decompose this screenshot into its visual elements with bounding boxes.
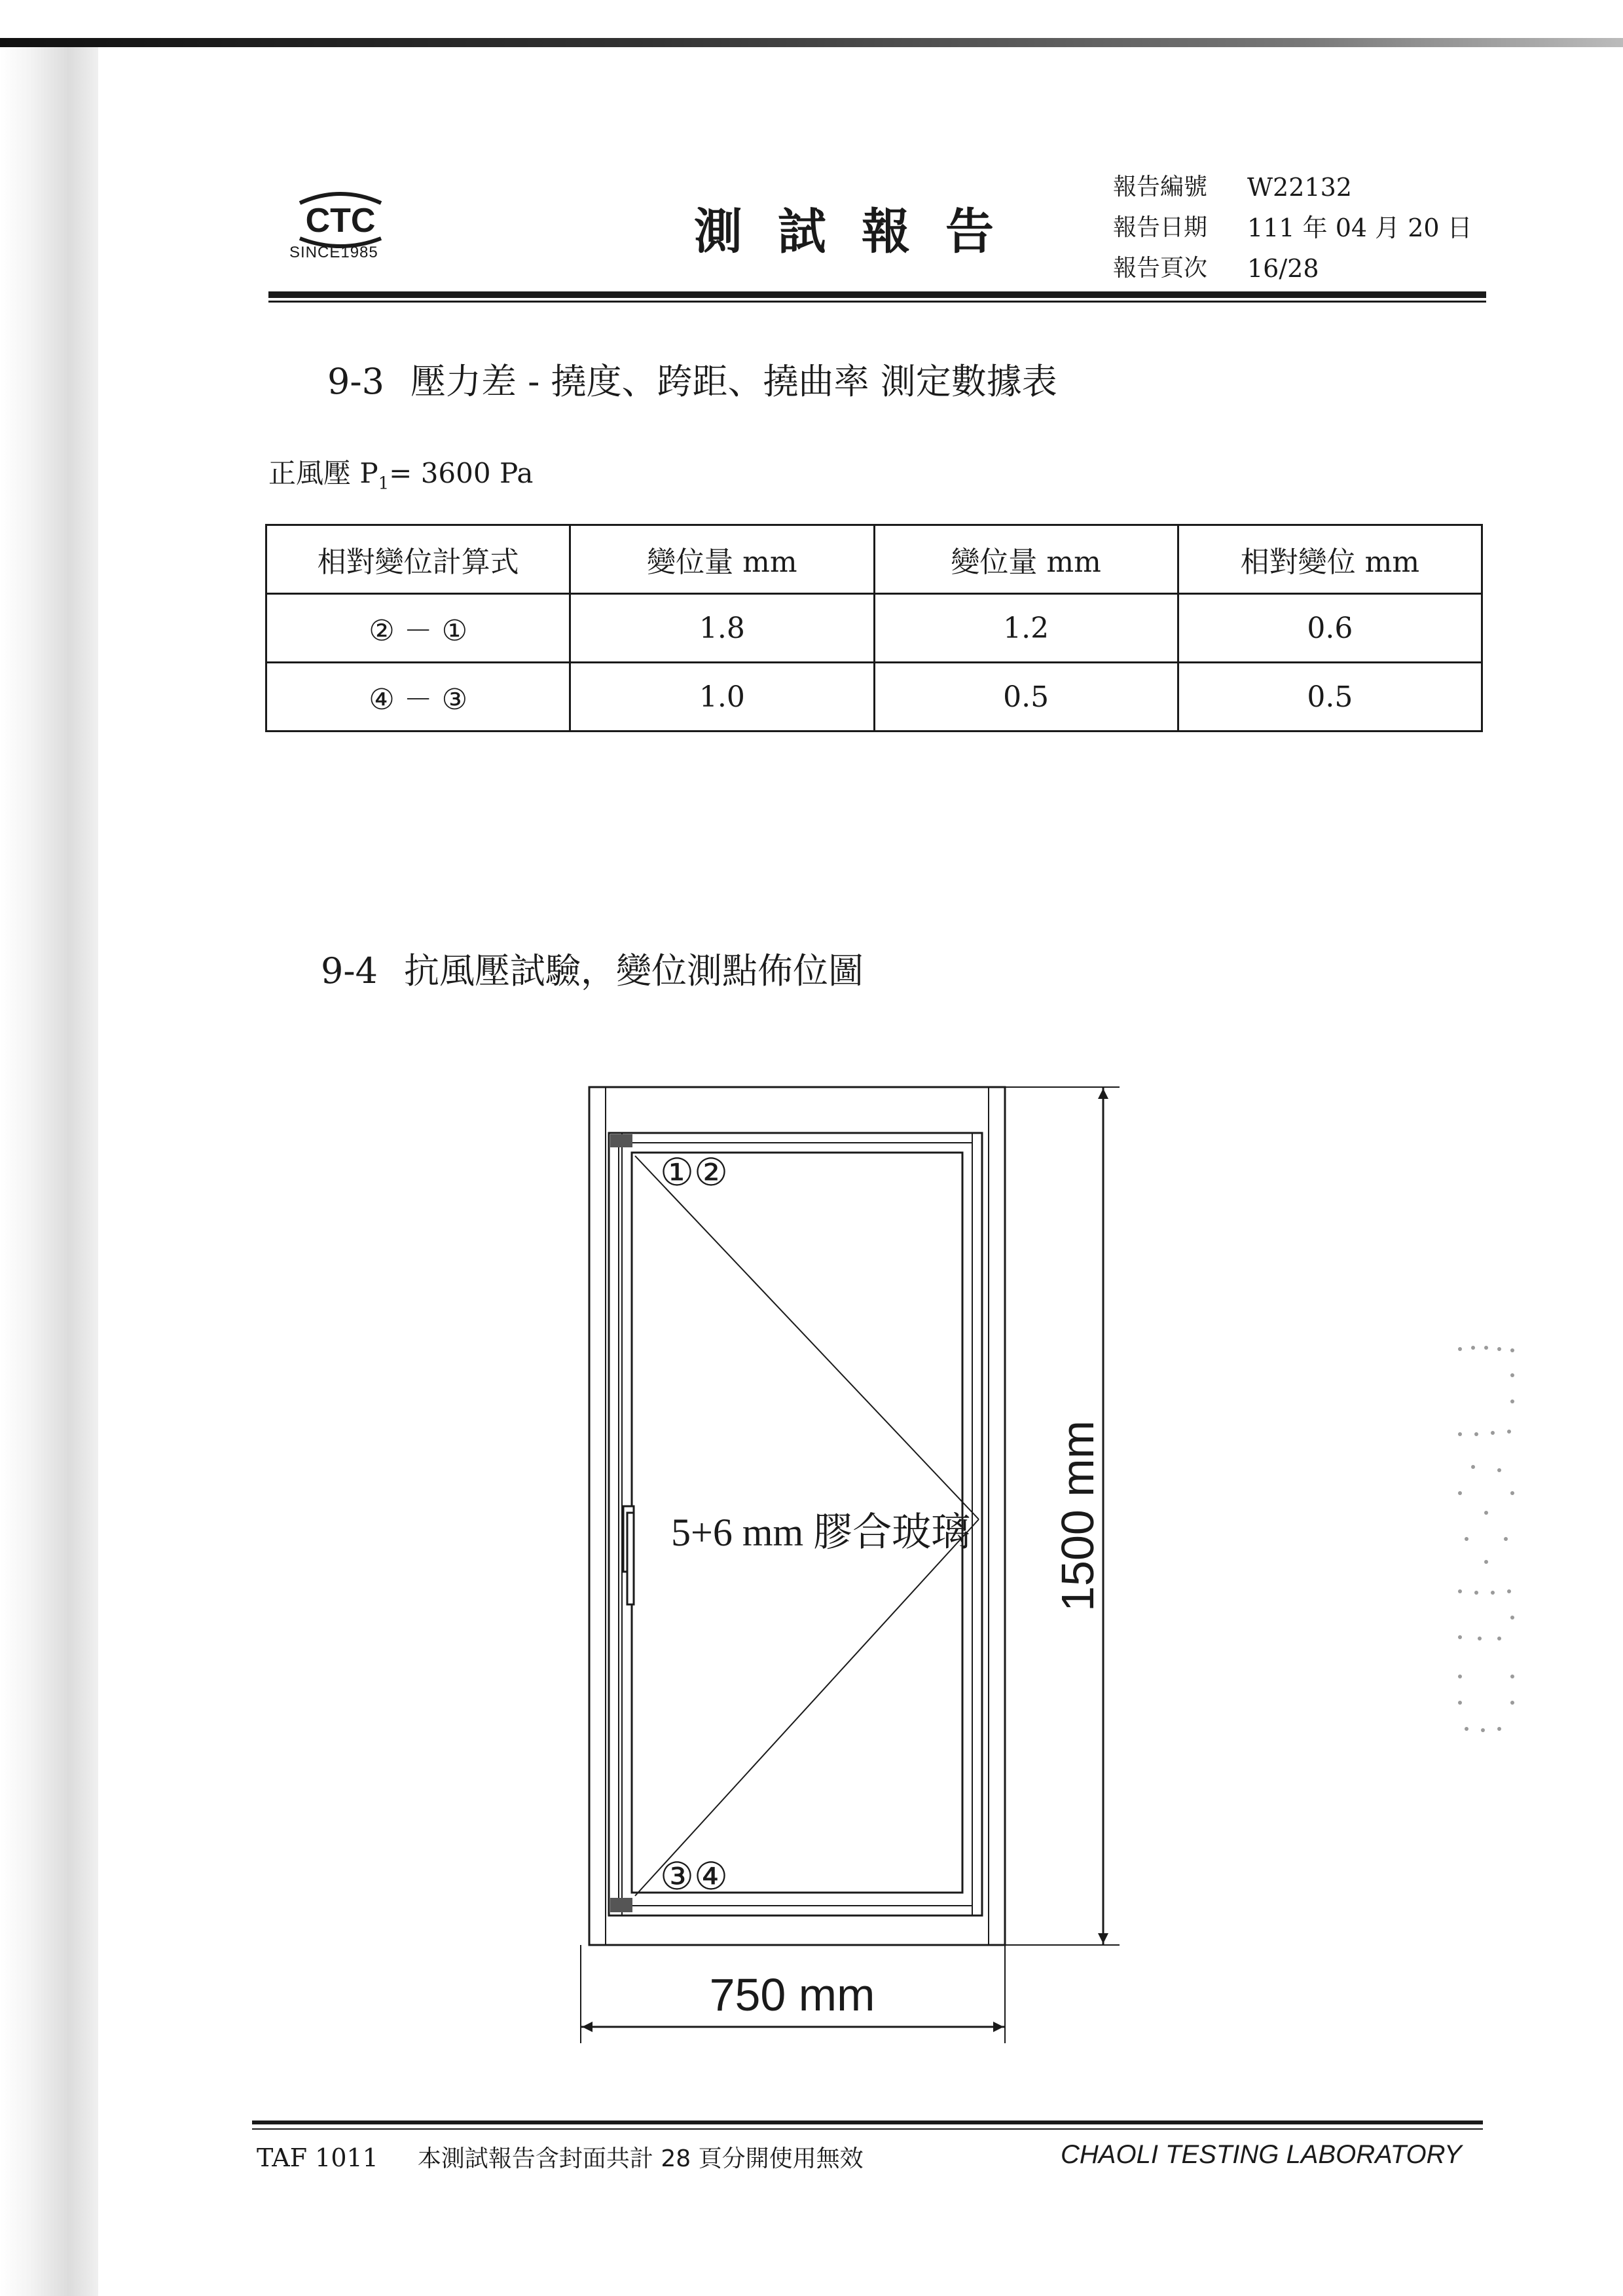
section-9-3-heading <box>327 354 1057 404</box>
table-header-relative: 相對變位 mm <box>1178 525 1482 594</box>
table-cell: 1.2 <box>874 594 1178 663</box>
section-9-4-heading <box>321 943 864 993</box>
scan-shadow-edge <box>0 39 98 2296</box>
footer-lab-name: CHAOLI TESTING LABORATORY <box>1061 2140 1462 2169</box>
footer-rule <box>252 2120 1483 2124</box>
report-page-row <box>1113 248 1472 289</box>
footer-rule-thin <box>252 2128 1483 2130</box>
height-label: 1500 mm <box>1052 1420 1103 1612</box>
width-label: 750 mm <box>709 1969 875 2020</box>
table-header-disp-1: 變位量 mm <box>570 525 874 594</box>
section-9-4-number: 9-4 <box>321 950 378 991</box>
table-row <box>266 663 1482 731</box>
table-cell: ④ － ③ <box>266 663 570 731</box>
report-date-value: 111 年 04 月 20 日 <box>1247 213 1472 242</box>
embossed-seal <box>1447 1336 1532 1755</box>
svg-text:CTC: CTC <box>305 202 376 240</box>
table-header-disp-2: 變位量 mm <box>874 525 1178 594</box>
diagonal-bottom <box>635 1519 979 1896</box>
logo-since: SINCE1985 <box>289 244 378 261</box>
table-cell: 0.6 <box>1178 594 1482 663</box>
footer-note: 本測試報告含封面共計 28 頁分開使用無效 <box>417 2145 864 2172</box>
header-rule <box>268 291 1486 298</box>
pressure-line <box>268 452 533 493</box>
bottom-hinge <box>610 1898 632 1912</box>
table-cell: 0.5 <box>874 663 1178 731</box>
report-number-value: W22132 <box>1247 173 1352 202</box>
window-measurement-diagram <box>550 1074 1139 2096</box>
report-date-row <box>1113 208 1472 248</box>
displacement-table <box>265 524 1483 732</box>
header-rule-thin <box>268 301 1486 303</box>
report-number-label: 報告編號 <box>1113 174 1208 200</box>
table-row <box>266 594 1482 663</box>
table-header-formula: 相對變位計算式 <box>266 525 570 594</box>
pressure-value: = 3600 Pa <box>389 457 534 489</box>
points-top-label: ①② <box>660 1151 728 1194</box>
footer-taf: TAF 1011 <box>257 2143 378 2172</box>
table-cell: ② － ① <box>266 594 570 663</box>
report-number-row <box>1113 167 1472 208</box>
table-header-row <box>266 525 1482 594</box>
table-cell: 0.5 <box>1178 663 1482 731</box>
table-cell: 1.0 <box>570 663 874 731</box>
report-page-label: 報告頁次 <box>1113 255 1208 282</box>
table-cell: 1.8 <box>570 594 874 663</box>
report-page-value: 16/28 <box>1247 254 1319 283</box>
pressure-subscript: 1 <box>378 473 390 494</box>
section-9-3-number: 9-3 <box>327 361 384 402</box>
footer-left <box>257 2140 864 2174</box>
pressure-prefix: 正風壓 P <box>268 457 378 489</box>
section-9-3-title: 壓力差 - 撓度、跨距、撓曲率 測定數據表 <box>410 361 1057 402</box>
points-bottom-label: ③④ <box>660 1855 728 1898</box>
page-title: 測試報告 <box>694 204 1029 260</box>
scan-top-bar <box>0 38 1623 47</box>
report-date-label: 報告日期 <box>1113 214 1208 241</box>
window-handle-grip <box>627 1513 634 1604</box>
section-9-4-title: 抗風壓試驗，變位測點佈位圖 <box>403 950 864 991</box>
glass-label: 5+6 mm 膠合玻璃 <box>671 1511 971 1554</box>
top-hinge <box>610 1134 632 1147</box>
diagonal-top <box>635 1156 979 1519</box>
report-meta <box>1113 167 1472 289</box>
